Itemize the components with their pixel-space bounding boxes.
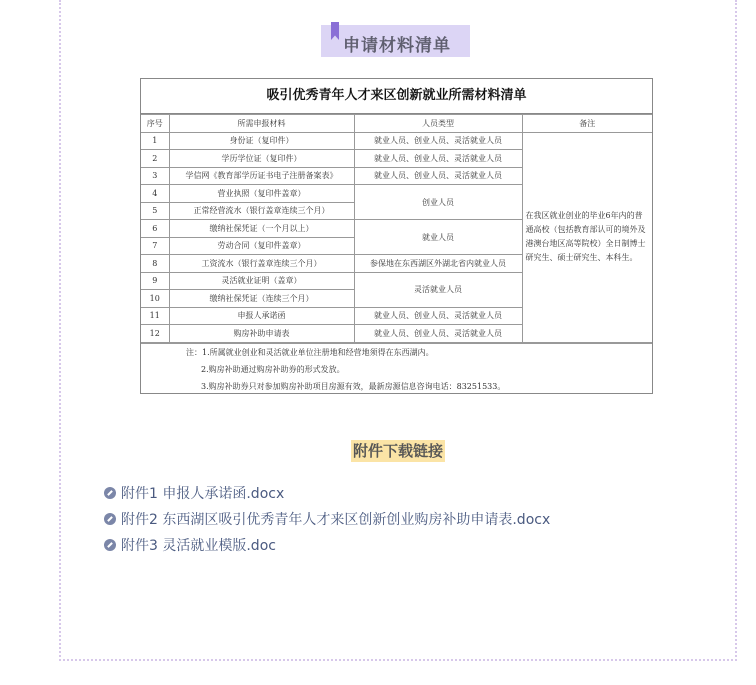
table-row: 10 缴纳社保凭证（连续三个月） <box>141 290 652 308</box>
section-title-text: 申请材料清单 <box>343 36 451 56</box>
table-row: 2 学历学位证（复印件） 就业人员、创业人员、灵活就业人员 <box>141 150 652 168</box>
materials-list-image <box>140 78 653 394</box>
header-type: 人员类型 <box>354 115 522 133</box>
header-material: 所需申报材料 <box>169 115 354 133</box>
table-row: 8 工资流水（银行盖章连续三个月） 参保地在东西湖区外湖北省内就业人员 <box>141 255 652 273</box>
type-entrepreneur: 创业人员 <box>354 185 522 220</box>
download-section-title: 附件下载链接 <box>353 442 444 460</box>
type-employed: 就业人员 <box>354 220 522 255</box>
table-row: 5 正常经营流水（银行盖章连续三个月） <box>141 202 652 220</box>
table-row: 3 学信网《教育部学历证书电子注册备案表》 就业人员、创业人员、灵活就业人员 <box>141 167 652 185</box>
materials-table <box>141 114 652 343</box>
table-header-row <box>141 115 652 133</box>
type-flexible: 灵活就业人员 <box>354 272 522 307</box>
note-2: 2.购房补助通过购房补助券的形式发放。 <box>201 364 345 374</box>
table-row: 9 灵活就业证明（盖章） 灵活就业人员 <box>141 272 652 290</box>
table-row: 1 身份证（复印件） 就业人员、创业人员、灵活就业人员 在我区就业创业的毕业6年内的普通高校（包括教育部认可的境外及港澳台地区高等院校）全日制博士研究生、硕士研究生、本科生。 <box>141 132 652 150</box>
table-row: 6 缴纳社保凭证（一个月以上） 就业人员 <box>141 220 652 238</box>
link-icon <box>104 487 116 499</box>
section-title <box>321 25 470 57</box>
header-no: 序号 <box>141 115 169 133</box>
table-row: 4 营业执照（复印件盖章） 创业人员 <box>141 185 652 203</box>
attachment-link-1[interactable]: 附件1 申报人承诺函.docx <box>104 484 284 504</box>
table-row: 7 劳动合同（复印件盖章） <box>141 237 652 255</box>
attachment-link-2[interactable]: 附件2 东西湖区吸引优秀青年人才来区创新创业购房补助申请表.docx <box>104 510 550 530</box>
note-1: 注：1.所属就业创业和灵活就业单位注册地和经营地须得在东西湖内。 <box>186 347 434 357</box>
remark-cell: 在我区就业创业的毕业6年内的普通高校（包括教育部认可的境外及港澳台地区高等院校）全日制博士研究生、硕士研究生、本科生。 <box>522 132 652 342</box>
table-row: 11 申报人承诺函 就业人员、创业人员、灵活就业人员 <box>141 307 652 325</box>
bookmark-flag-icon <box>331 22 339 40</box>
table-notes <box>141 343 652 395</box>
doc-title: 吸引优秀青年人才来区创新就业所需材料清单 <box>141 79 652 114</box>
table-row: 12 购房补助申请表 就业人员、创业人员、灵活就业人员 <box>141 325 652 343</box>
link-icon <box>104 513 116 525</box>
attachment-link-3[interactable]: 附件3 灵活就业模版.doc <box>104 536 276 556</box>
header-remark: 备注 <box>522 115 652 133</box>
note-3: 3.购房补助券只对参加购房补助项目房源有效，最新房源信息咨询电话：83251533。 <box>201 381 506 391</box>
link-icon <box>104 539 116 551</box>
